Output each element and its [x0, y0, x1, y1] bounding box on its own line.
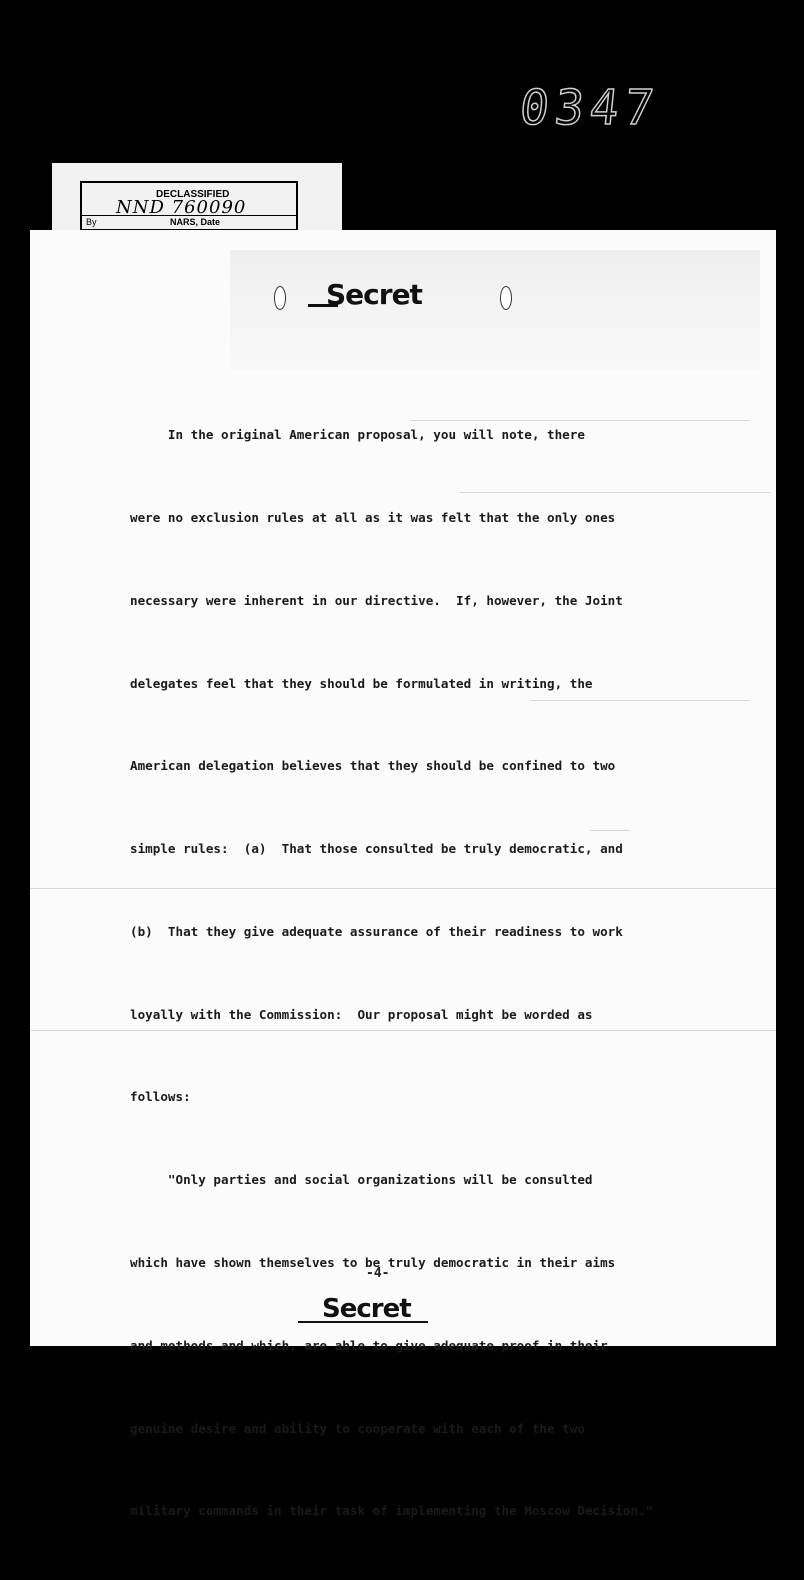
quote-line: genuine desire and ability to cooperate with each of the two	[130, 1420, 585, 1436]
stamp-divider	[82, 215, 296, 216]
quote-line: and methods and which, are able to give adequate proof in their	[130, 1337, 608, 1353]
declassification-stamp	[80, 181, 298, 231]
body-line: simple rules: (a) That those consulted be truly democratic, and	[130, 841, 623, 857]
header-secret-marking: Secret	[326, 278, 422, 311]
body-line: loyally with the Commission: Our proposal might be worded as	[130, 1006, 593, 1022]
quote-line: military commands in their task of implementing the Moscow Decision."	[130, 1503, 654, 1519]
punch-hole-left-icon	[274, 286, 286, 310]
by-label: By	[86, 217, 97, 227]
body-line: In the original American proposal, you will note, there	[130, 427, 585, 443]
footer-secret-marking: Secret	[322, 1294, 411, 1324]
frame-number: 0347	[517, 80, 663, 136]
nars-date-label: NARS, Date	[170, 217, 221, 227]
quote-line: "Only parties and social organizations will be consulted	[130, 1172, 593, 1188]
body-line: follows:	[130, 1089, 191, 1105]
declassification-label	[52, 163, 342, 238]
declassified-title: DECLASSIFIED	[156, 189, 230, 200]
page-shading	[230, 250, 760, 370]
body-line: American delegation believes that they should be confined to two	[130, 758, 616, 774]
quote-line: which have shown themselves to be truly democratic in their aims	[130, 1255, 616, 1270]
body-line: necessary were inherent in our directive. If, however, the Joint	[130, 592, 623, 608]
punch-hole-right-icon	[500, 286, 512, 310]
body-line: were no exclusion rules at all as it was felt that the only ones	[130, 509, 616, 525]
body-line: (b) That they give adequate assurance of their readiness to work	[130, 923, 623, 939]
document-page	[30, 230, 776, 1519]
letter-body	[130, 366, 690, 1580]
body-line: delegates feel that they should be formulated in writing, the	[130, 675, 593, 691]
page-number: -4-	[366, 1266, 390, 1281]
declassification-authority: NND 760090	[116, 197, 247, 218]
